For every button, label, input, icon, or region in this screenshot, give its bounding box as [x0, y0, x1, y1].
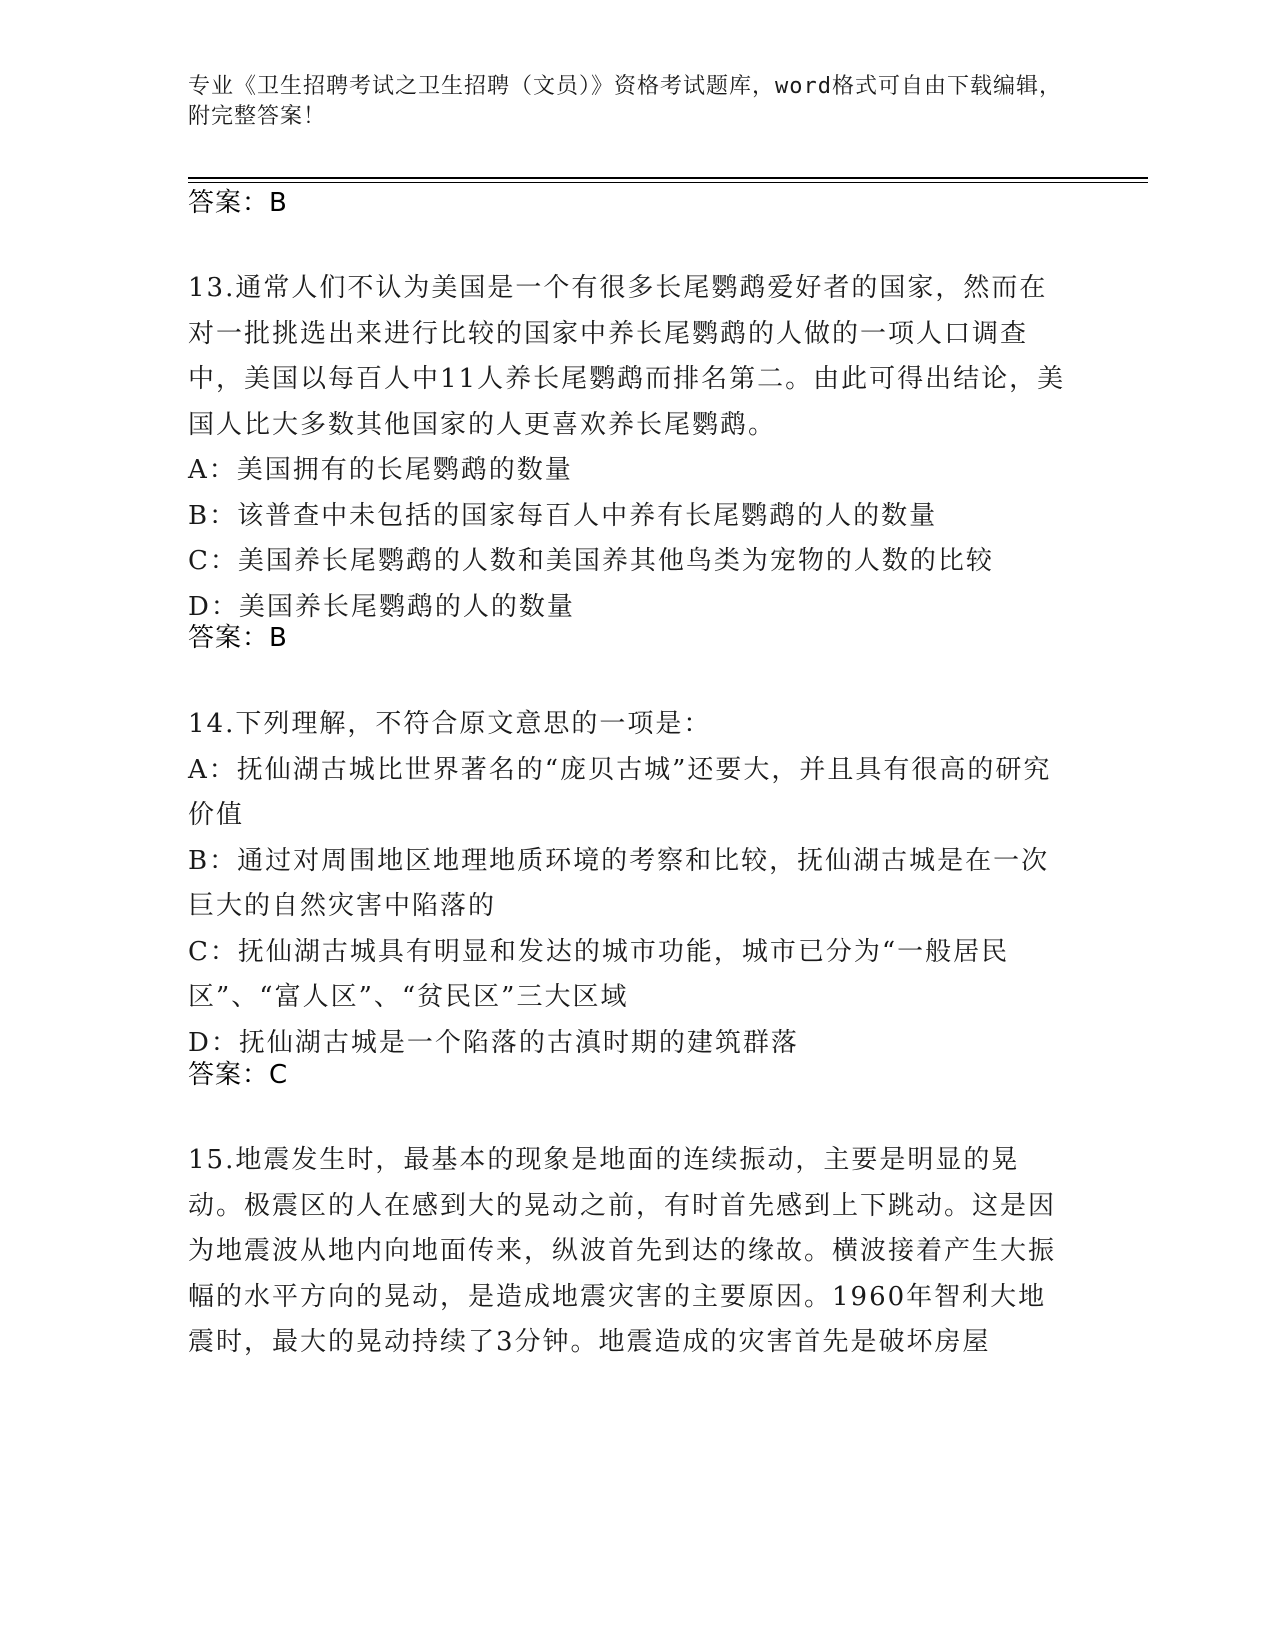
option-d: D：美国养长尾鹦鹉的人的数量 [188, 591, 575, 622]
option-a: A：抚仙湖古城比世界著名的“庞贝古城”还要大，并且具有很高的研究价值 [188, 754, 1052, 830]
option-b: B：该普查中未包括的国家每百人中养有长尾鹦鹉的人的数量 [188, 500, 938, 531]
header-divider-thin [188, 182, 1148, 183]
answer-label: 答案：B [188, 188, 288, 218]
answer-label: 答案：C [188, 1060, 289, 1090]
question-13 [188, 266, 1068, 630]
question-stem: 14.下列理解，不符合原文意思的一项是： [188, 709, 712, 739]
option-a: A：美国拥有的长尾鹦鹉的数量 [188, 455, 573, 485]
option-b: B：通过对周围地区地理地质环境的考察和比较，抚仙湖古城是在一次巨大的自然灾害中陷落的 [188, 845, 1050, 921]
header-divider [188, 177, 1148, 179]
document-header: 专业《卫生招聘考试之卫生招聘（文员）》资格考试题库，word格式可自由下载编辑，附完整答案！ [188, 74, 1062, 129]
answer-label: 答案：B [188, 623, 288, 653]
question-15 [188, 1138, 1068, 1366]
question-stem: 13.通常人们不认为美国是一个有很多长尾鹦鹉爱好者的国家，然而在对一批挑选出来进行比较的国家中养长尾鹦鹉的人做的一项人口调查中，美国以每百人中11人养长尾鹦鹉而排名第二。由此可得出结论，美国人比大多数其他国家的人更喜欢养长尾鹦鹉。 [188, 273, 1066, 440]
question-14 [188, 702, 1068, 1066]
option-c: C：抚仙湖古城具有明显和发达的城市功能，城市已分为“一般居民区”、“富人区”、“贫民区”三大区域 [188, 936, 1010, 1012]
option-c: C：美国养长尾鹦鹉的人数和美国养其他鸟类为宠物的人数的比较 [188, 546, 994, 576]
option-d: D：抚仙湖古城是一个陷落的古滇时期的建筑群落 [188, 1027, 799, 1058]
question-stem: 15.地震发生时，最基本的现象是地面的连续振动，主要是明显的晃动。极震区的人在感到大的晃动之前，有时首先感到上下跳动。这是因为地震波从地内向地面传来，纵波首先到达的缘故。横波接着产生大振幅的水平方向的晃动，是造成地震灾害的主要原因。1960年智利大地震时，最大的晃动持续了3分钟。地震造成的灾害首先是破坏房屋 [188, 1145, 1057, 1357]
